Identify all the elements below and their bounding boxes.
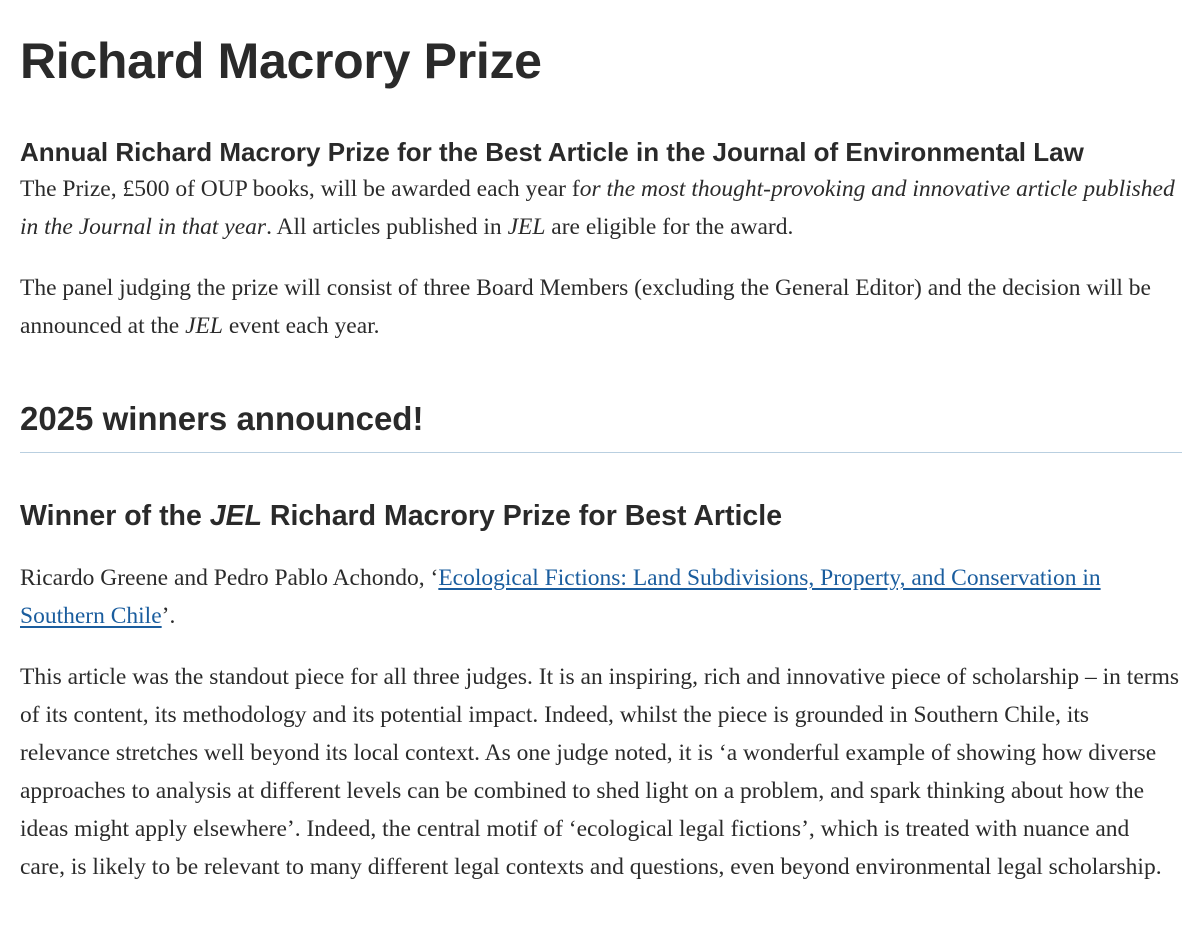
judges-commentary: This article was the standout piece for all three judges. It is an inspiring, rich and innovative piece of scholarship – in terms of its content, its methodology and its potential impact. Indeed, whilst the piece is grounded in Southern Chile, its relevance stretches well beyond its local context. As one judge noted, it is ‘a wonderful example of showing how diverse approaches to analysis at different levels can be combined to shed light on a problem, and spark thinking about how the ideas might apply elsewhere’. Indeed, the central motif of ‘ecological legal fictions’, which is treated with nuance and care, is likely to be relevant to many different legal contexts and questions, even beyond environmental legal scholarship. [20,664,1180,880]
prize-description-lead: The Prize, £500 of OUP books, will be awarded each year f [20,176,580,202]
prize-subheading: Annual Richard Macrory Prize for the Best Article in the Journal of Environmental Law [20,137,1084,167]
citation-close: ’. [161,603,176,629]
best-article-heading-tail: Richard Macrory Prize for Best Article [262,500,783,532]
best-article-heading [20,497,1180,535]
panel-description-tail: event each year. [222,313,380,339]
authors: Ricardo Greene and Pedro Pablo Achondo, ‘ [20,565,439,591]
prize-description [20,170,1180,246]
journal-abbrev: JEL [507,214,546,240]
best-article-heading-journal: JEL [209,500,263,532]
best-article-heading-lead: Winner of the [20,500,210,532]
section-divider [20,452,1182,453]
prize-description-tail: are eligible for the award. [545,214,794,240]
winners-heading: 2025 winners announced! [20,400,424,437]
page-title: Richard Macrory Prize [20,33,542,89]
prize-description-mid: . All articles published in [266,214,508,240]
article-title-link[interactable]: Ecological Fictions: Land Subdivisions, Property, and Conservation in Southern Chile [20,565,1101,629]
prize-description-italic: or the most thought-provoking and innovative article published in the Journal in that year [20,176,1175,240]
panel-description [20,269,1180,345]
journal-abbrev: JEL [185,313,223,339]
winning-article-citation [20,559,1180,635]
panel-description-lead: The panel judging the prize will consist of three Board Members (excluding the General Editor) and the decision will be announced at the [20,275,1151,339]
